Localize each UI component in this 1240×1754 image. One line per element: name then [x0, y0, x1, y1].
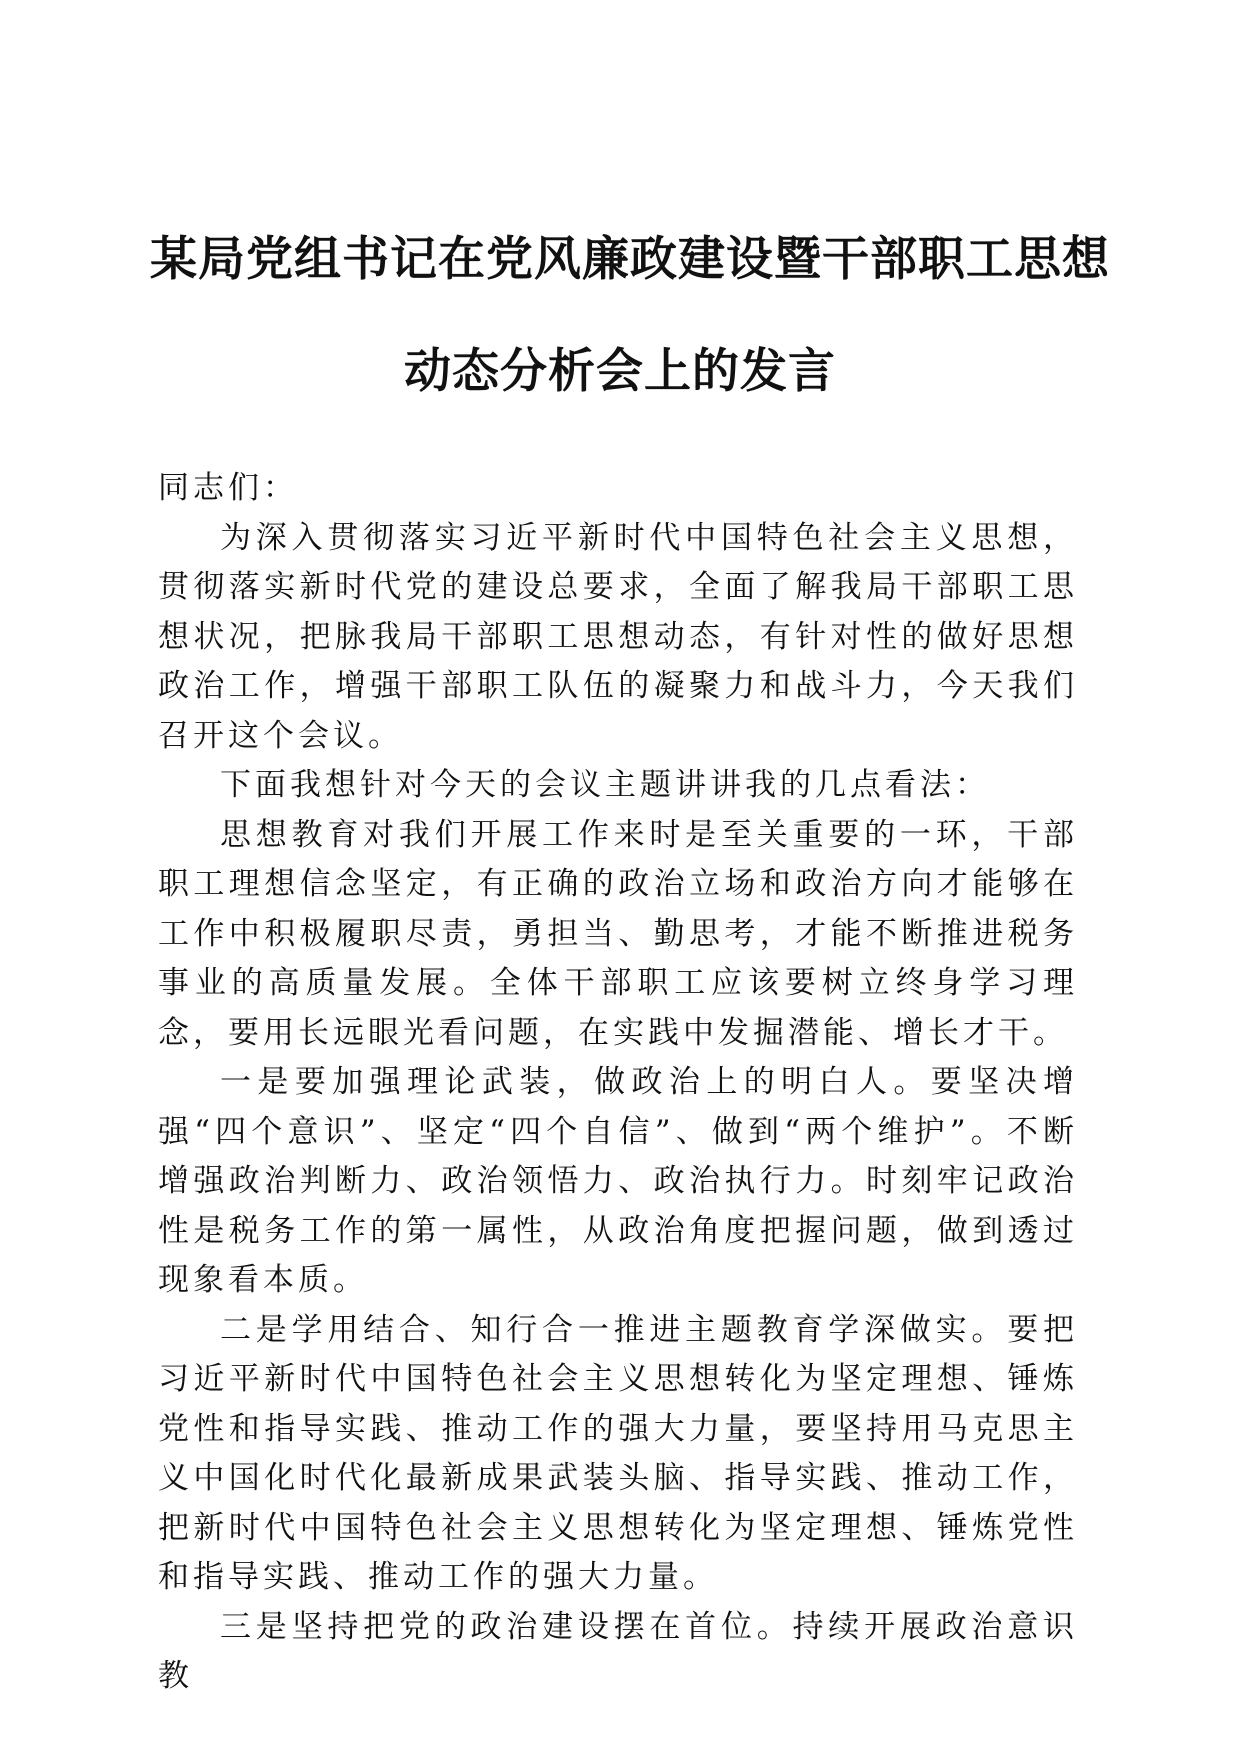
paragraph-transition: 下面我想针对今天的会议主题讲讲我的几点看法：	[220, 767, 990, 803]
paragraph-ideological-education: 思想教育对我们开展工作来时是至关重要的一环，干部职工理想信念坚定，有正确的政治立场和政治方向才能够在工作中积极履职尽责，勇担当、勤思考，才能不断推进税务事业的高质量发展。全体干部职工应该要树立终身学习理念，要用长远眼光看问题，在实践中发掘潜能、增长才干。	[158, 816, 1078, 1051]
salutation: 同志们：	[158, 470, 298, 506]
document-title-line-1: 某局党组书记在党风廉政建设暨干部职工思想	[150, 232, 1110, 287]
paragraph-point-three: 三是坚持把党的政治建设摆在首位。持续开展政治意识教	[158, 1608, 1078, 1694]
paragraph-intro: 为深入贯彻落实习近平新时代中国特色社会主义思想，贯彻落实新时代党的建设总要求，全面了解我局干部职工思想状况，把脉我局干部职工思想动态，有针对性的做好思想政治工作，增强干部职工队伍的凝聚力和战斗力，今天我们召开这个会议。	[158, 519, 1078, 754]
paragraph-point-two: 二是学用结合、知行合一推进主题教育学深做实。要把习近平新时代中国特色社会主义思想转化为坚定理想、锤炼党性和指导实践、推动工作的强大力量，要坚持用马克思主义中国化时代化最新成果武装头脑、指导实践、推动工作，把新时代中国特色社会主义思想转化为坚定理想、锤炼党性和指导实践、推动工作的强大力量。	[158, 1311, 1078, 1595]
document-title-line-2: 动态分析会上的发言	[404, 344, 836, 399]
document-body	[158, 464, 1078, 1702]
paragraph-point-one: 一是要加强理论武装，做政治上的明白人。要坚决增强“四个意识”、坚定“四个自信”、做到“两个维护”。不断增强政治判断力、政治领悟力、政治执行力。时刻牢记政治性是税务工作的第一属性，从政治角度把握问题，做到透过现象看本质。	[158, 1064, 1078, 1298]
